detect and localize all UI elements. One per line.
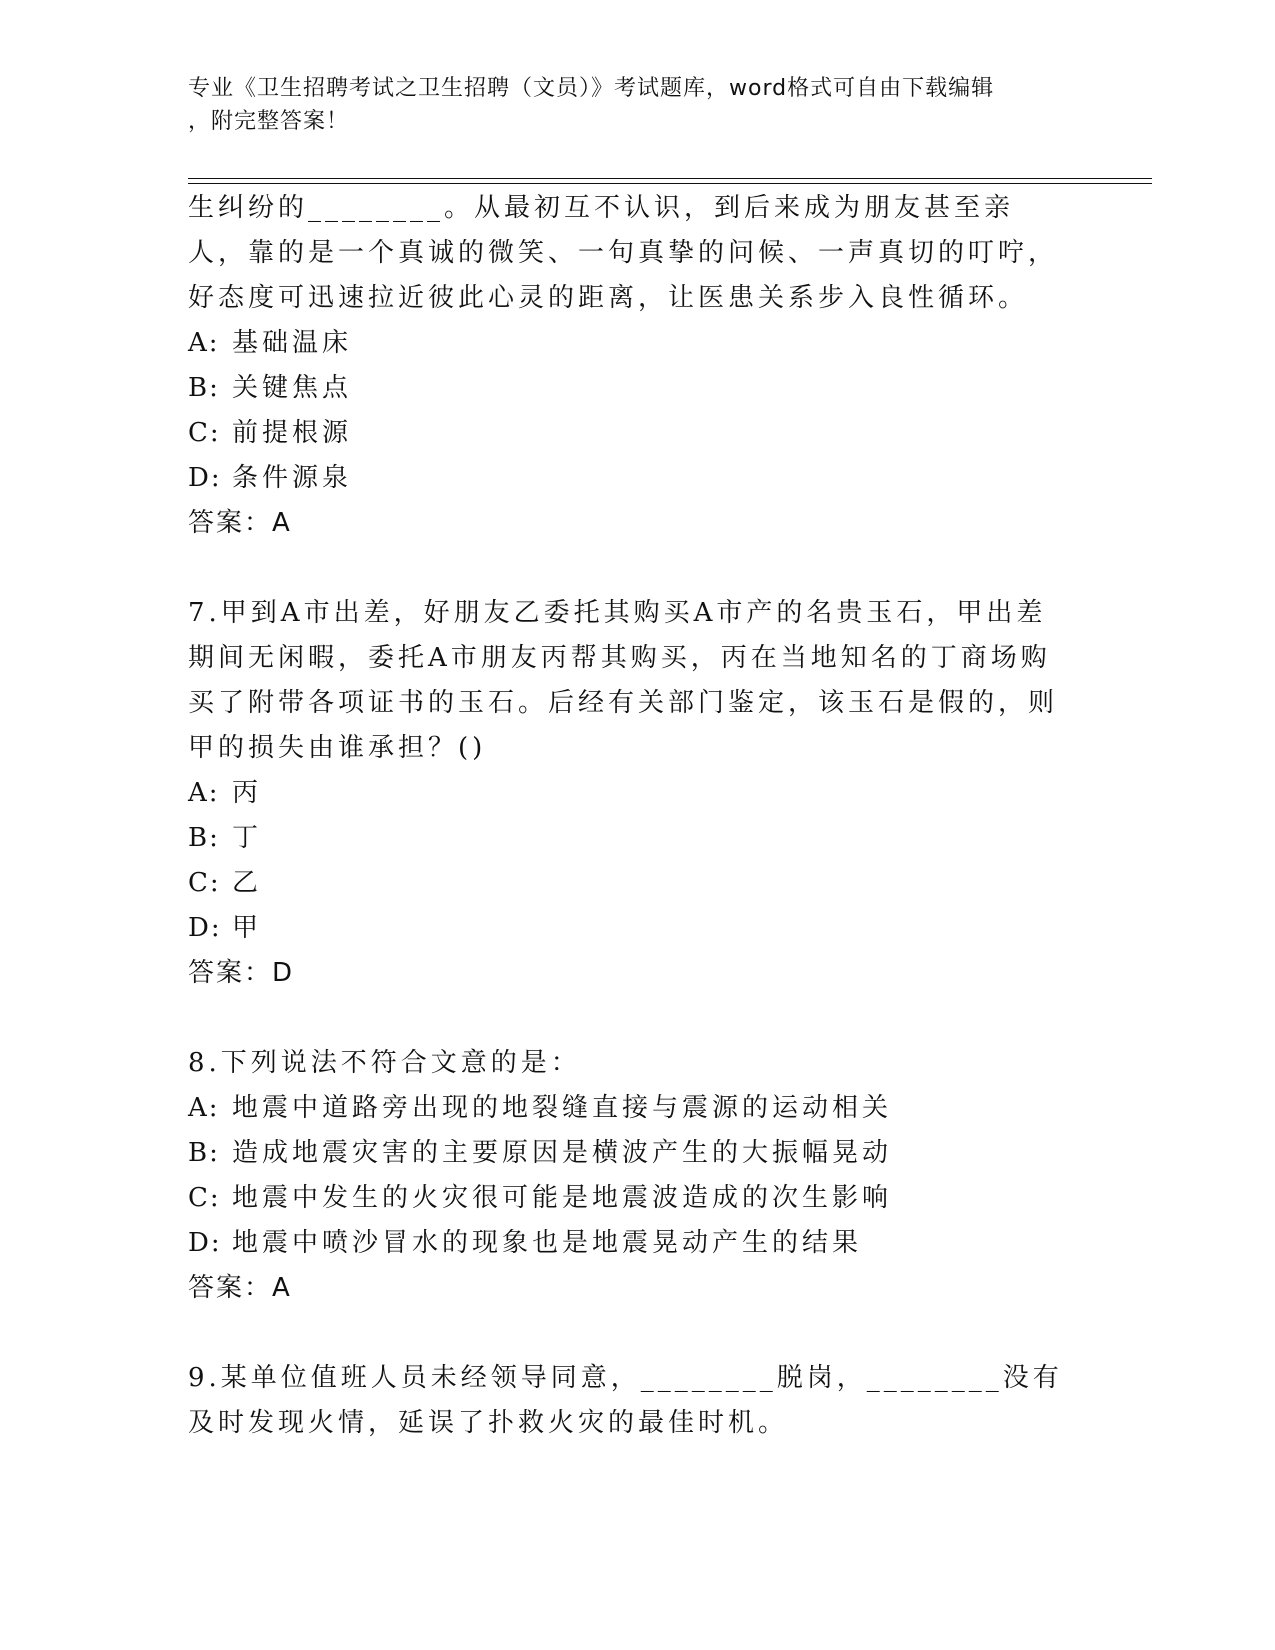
option-d	[188, 1221, 1068, 1266]
spacer	[188, 1311, 1068, 1356]
option-key: A:	[188, 778, 220, 808]
option-b	[188, 1131, 1068, 1176]
option-text: 关键焦点	[232, 373, 353, 403]
option-key: B:	[188, 373, 220, 403]
option-key: C:	[188, 868, 221, 898]
question-stem: 9.某单位值班人员未经领导同意，________脱岗，________没有及时发现火情，延误了扑救火灾的最佳时机。	[188, 1363, 1063, 1438]
option-text: 基础温床	[232, 328, 353, 358]
option-text: 地震中道路旁出现的地裂缝直接与震源的运动相关	[232, 1093, 893, 1123]
option-a	[188, 321, 1068, 366]
question-8	[188, 1041, 1068, 1311]
option-key: D:	[188, 1228, 222, 1258]
header-line-1: 专业《卫生招聘考试之卫生招聘（文员）》考试题库，word格式可自由下载编辑	[188, 76, 995, 101]
question-9	[188, 1356, 1068, 1446]
option-d	[188, 906, 1068, 951]
header-rule-top	[188, 178, 1152, 179]
spacer	[188, 996, 1068, 1041]
option-text: 地震中喷沙冒水的现象也是地震晃动产生的结果	[232, 1228, 863, 1258]
option-key: B:	[188, 823, 220, 853]
option-text: 丙	[232, 778, 263, 808]
option-key: D:	[188, 463, 222, 493]
option-key: A:	[188, 328, 220, 358]
option-key: C:	[188, 1183, 221, 1213]
question-stem: 7.甲到A市出差，好朋友乙委托其购买A市产的名贵玉石，甲出差期间无闲暇，委托A市朋友丙帮其购买，丙在当地知名的丁商场购买了附带各项证书的玉石。后经有关部门鉴定，该玉石是假的，则甲的损失由谁承担？()	[188, 598, 1059, 763]
answer-line: 答案：A	[188, 508, 292, 538]
option-text: 地震中发生的火灾很可能是地震波造成的次生影响	[232, 1183, 893, 1213]
header-rule-bottom	[188, 183, 1152, 184]
option-text: 丁	[232, 823, 263, 853]
option-b	[188, 816, 1068, 861]
question-stem: 8.下列说法不符合文意的是：	[188, 1048, 581, 1078]
question-stem: 生纠纷的________。从最初互不认识，到后来成为朋友甚至亲人，靠的是一个真诚的微笑、一句真挚的问候、一声真切的叮咛，好态度可迅速拉近彼此心灵的距离，让医患关系步入良性循环。	[188, 193, 1059, 313]
option-c	[188, 861, 1068, 906]
answer-line: 答案：A	[188, 1273, 292, 1303]
document-header	[188, 72, 1088, 138]
option-d	[188, 456, 1068, 501]
option-c	[188, 411, 1068, 456]
question-7	[188, 591, 1068, 996]
option-key: A:	[188, 1093, 220, 1123]
option-key: B:	[188, 1138, 220, 1168]
option-text: 条件源泉	[232, 463, 353, 493]
option-text: 造成地震灾害的主要原因是横波产生的大振幅晃动	[232, 1138, 893, 1168]
question-list	[188, 186, 1068, 1446]
option-text: 前提根源	[232, 418, 353, 448]
option-b	[188, 366, 1068, 411]
option-key: C:	[188, 418, 221, 448]
option-text: 乙	[232, 868, 263, 898]
header-line-2: ，附完整答案！	[188, 109, 350, 134]
option-a	[188, 771, 1068, 816]
answer-line: 答案：D	[188, 958, 295, 988]
option-key: D:	[188, 913, 222, 943]
option-a	[188, 1086, 1068, 1131]
option-c	[188, 1176, 1068, 1221]
question-6	[188, 186, 1068, 546]
option-text: 甲	[232, 913, 263, 943]
spacer	[188, 546, 1068, 591]
